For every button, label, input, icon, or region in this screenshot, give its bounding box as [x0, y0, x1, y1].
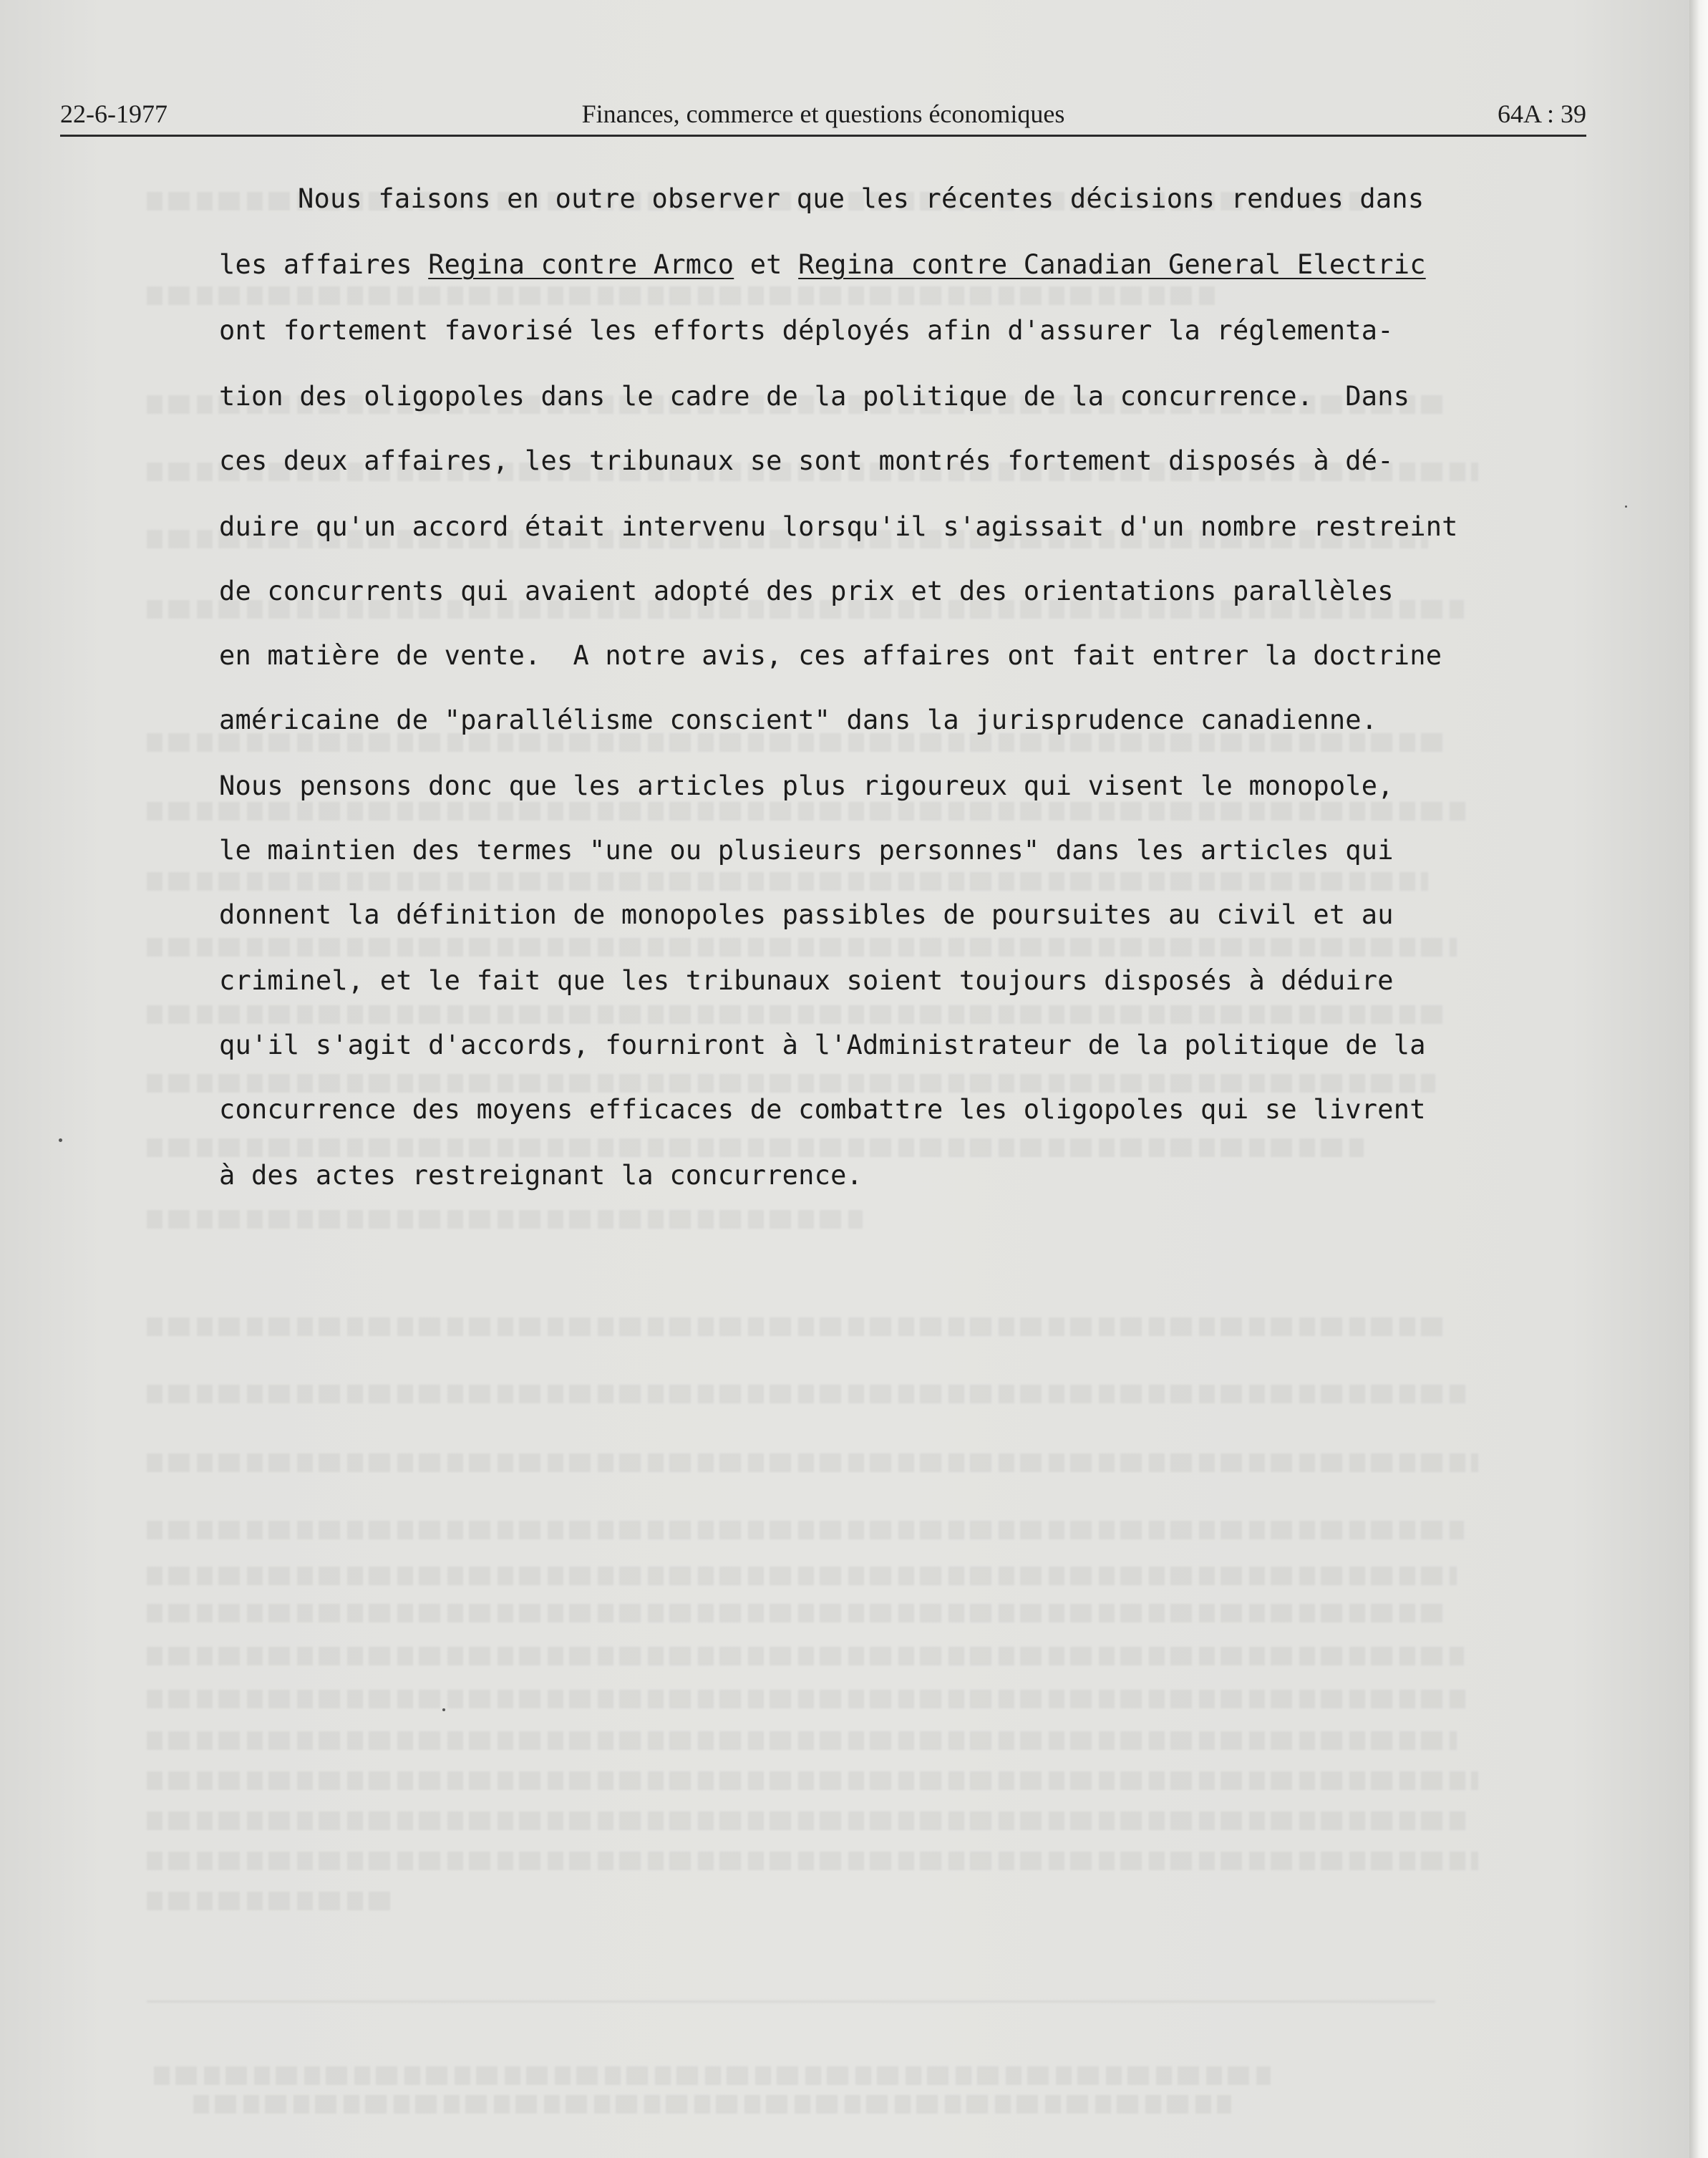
header-page-number: 64A : 39 [1497, 100, 1586, 128]
page-edge-shadow [1689, 0, 1708, 2158]
running-header [60, 95, 1586, 137]
header-date: 22-6-1977 [60, 100, 168, 128]
scan-speck [1625, 505, 1627, 508]
text-line: donnent la définition de monopoles passibles de poursuites au civil et au [219, 899, 1394, 930]
text-line: tion des oligopoles dans le cadre de la politique de la concurrence. Dans [219, 381, 1410, 412]
text-line: à des actes restreignant la concurrence. [219, 1160, 863, 1191]
case-citation-cge: Regina contre Canadian General Electric [798, 249, 1426, 280]
text-line: de concurrents qui avaient adopté des prix et des orientations parallèles [219, 576, 1394, 606]
text-line: Nous faisons en outre observer que les récentes décisions rendues dans [298, 183, 1425, 214]
scan-speck [442, 1708, 445, 1711]
text-line: le maintien des termes "une ou plusieurs personnes" dans les articles qui [219, 835, 1394, 866]
case-citation-armco: Regina contre Armco [428, 249, 734, 280]
text-line: Nous pensons donc que les articles plus rigoureux qui visent le monopole, [219, 770, 1394, 801]
text-segment: et [734, 249, 799, 280]
text-line: duire qu'un accord était intervenu lorsqu'il s'agissait d'un nombre restreint [219, 511, 1458, 542]
text-line: ont fortement favorisé les efforts déployés afin d'assurer la réglementa- [219, 315, 1394, 346]
text-line: en matière de vente. A notre avis, ces affaires ont fait entrer la doctrine [219, 640, 1442, 671]
text-line: américaine de "parallélisme conscient" dans la jurisprudence canadienne. [219, 705, 1378, 735]
text-line [219, 249, 1426, 281]
scan-speck [59, 1138, 62, 1142]
text-line: ces deux affaires, les tribunaux se sont montrés fortement disposés à dé- [219, 445, 1394, 476]
text-line: qu'il s'agit d'accords, fourniront à l'Administrateur de la politique de la [219, 1030, 1426, 1060]
header-title: Finances, commerce et questions économiques [581, 100, 1065, 128]
text-segment: les affaires [219, 249, 429, 280]
text-line: criminel, et le fait que les tribunaux soient toujours disposés à déduire [219, 965, 1394, 996]
text-line: concurrence des moyens efficaces de combattre les oligopoles qui se livrent [219, 1094, 1426, 1125]
